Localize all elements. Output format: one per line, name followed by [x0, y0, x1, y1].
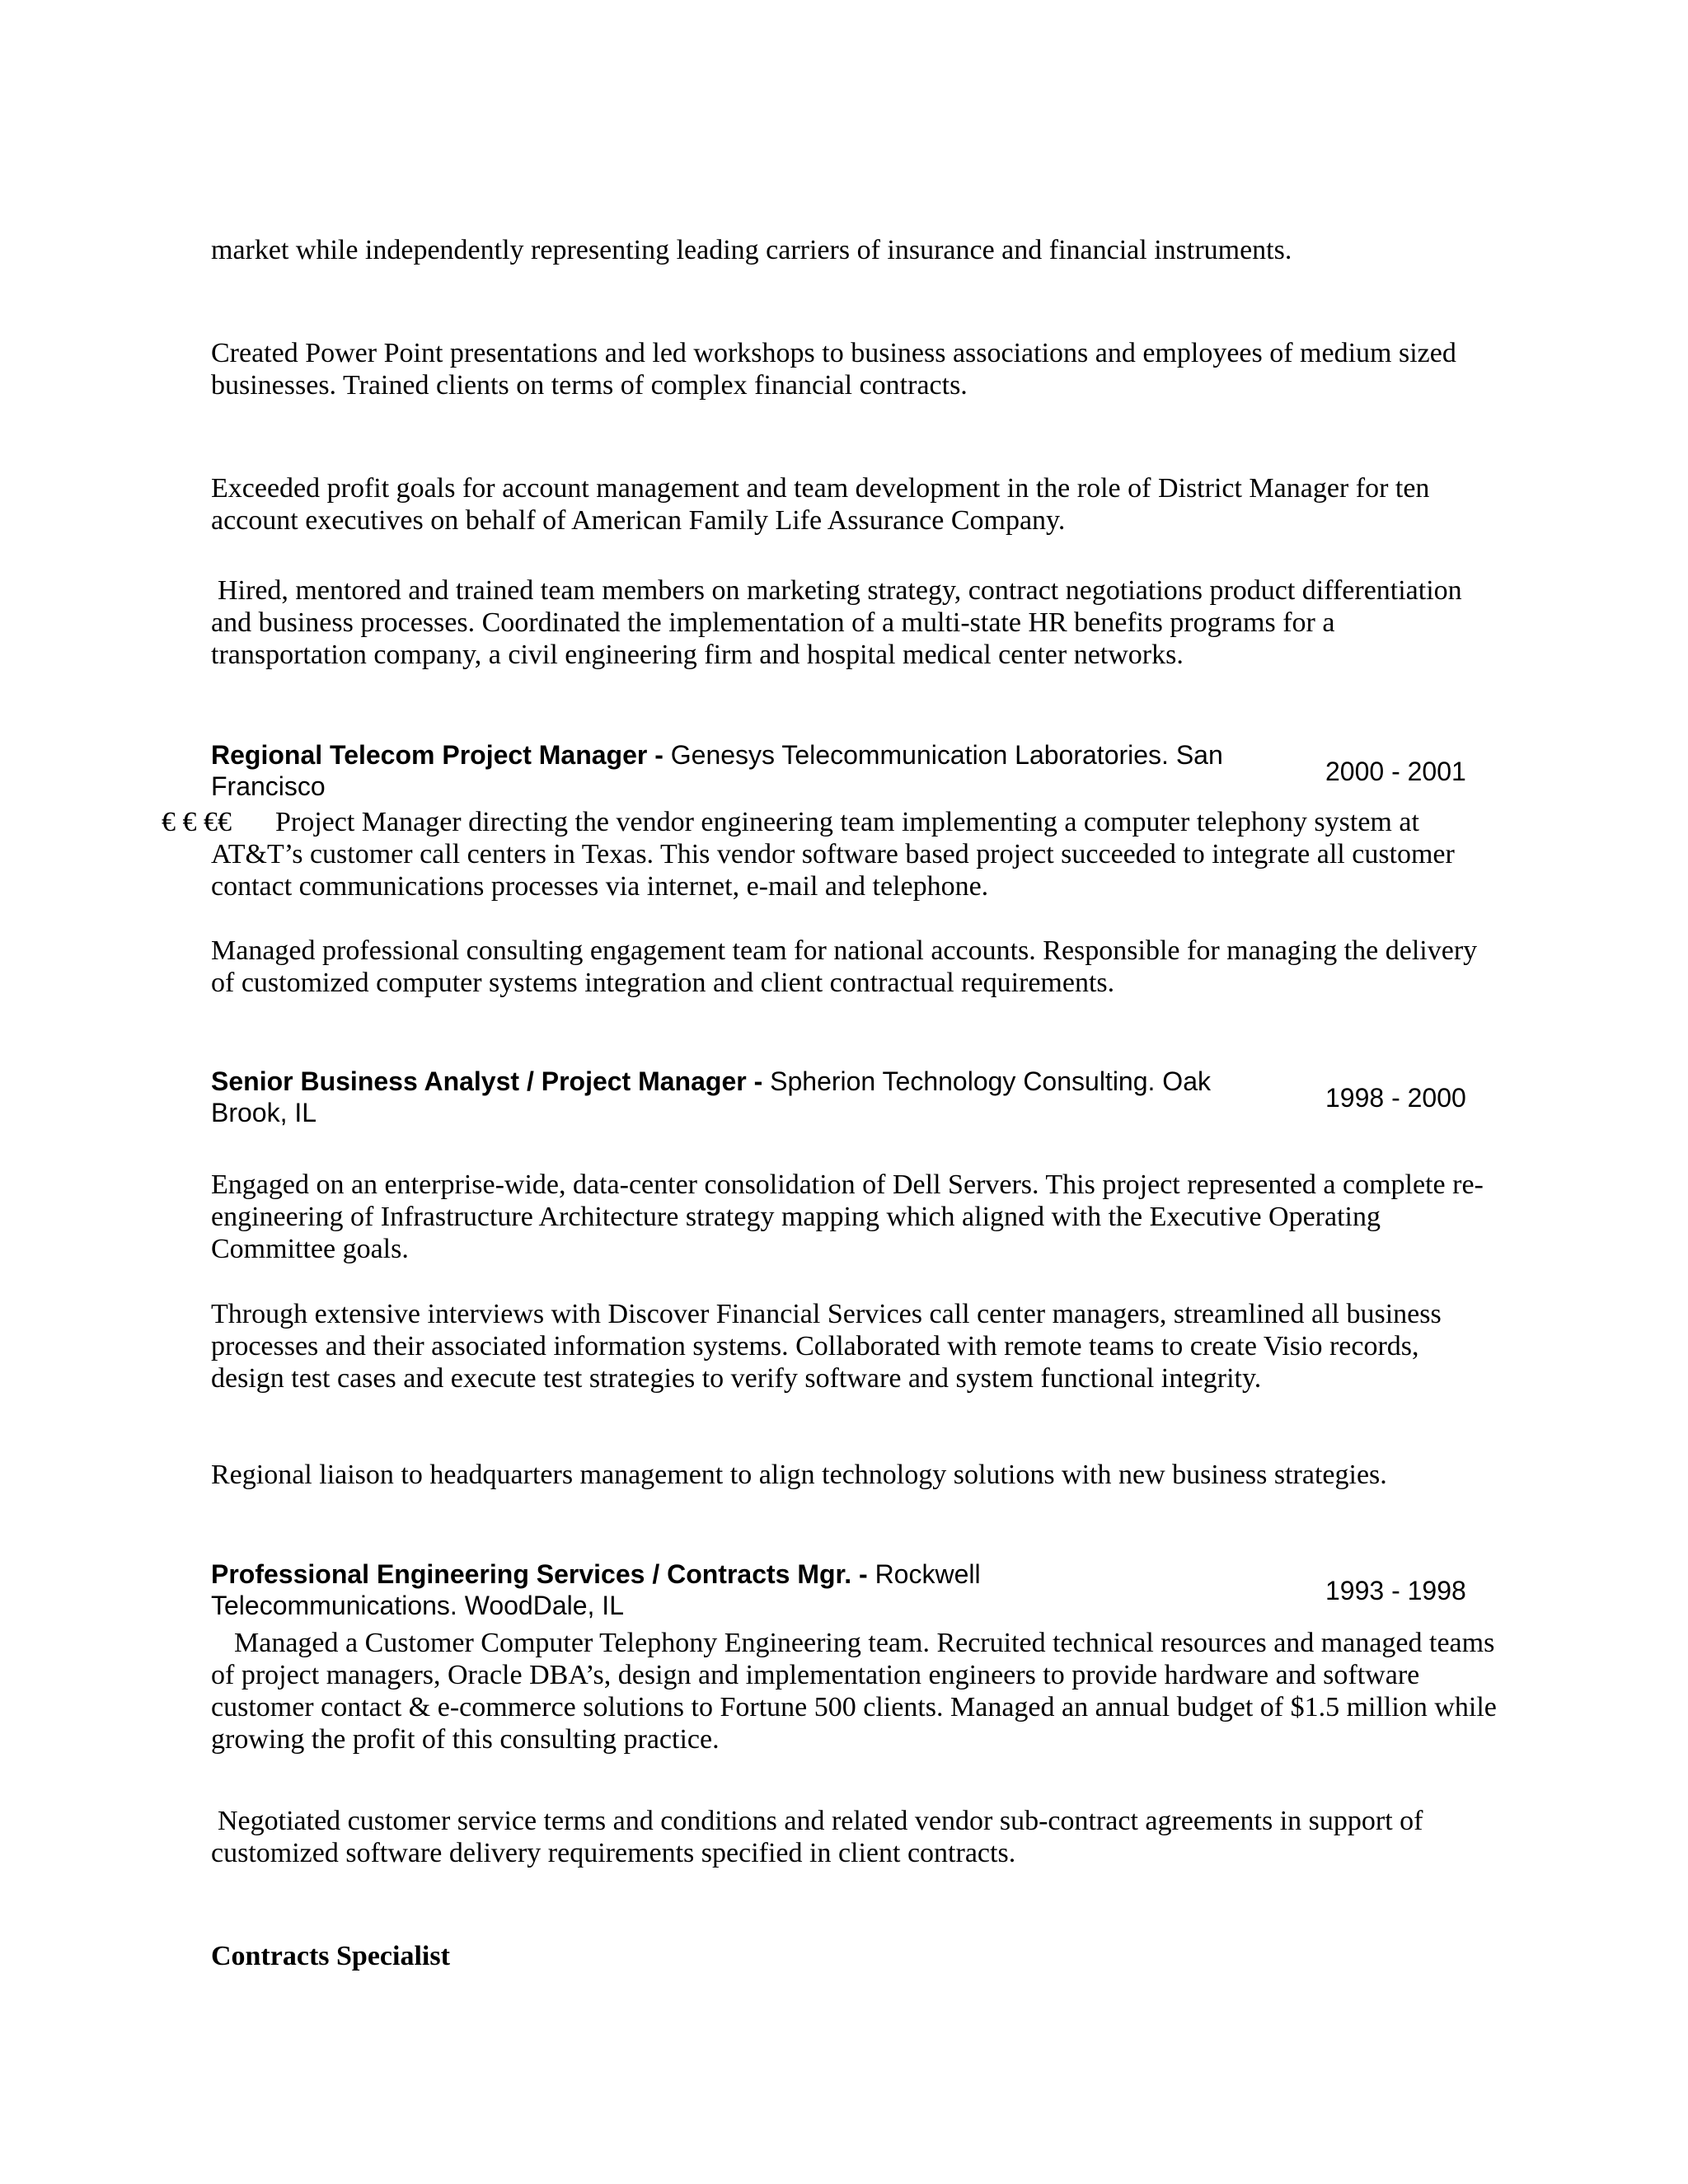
- job-title: Senior Business Analyst / Project Manager -: [211, 1066, 771, 1096]
- job-paragraph: Negotiated customer service terms and conditions and related vendor sub-contract agreements in support of customized software delivery requirements specified in client contracts.: [211, 1806, 1423, 1868]
- job-paragraph: Regional liaison to headquarters management to align technology solutions with new business strategies.: [211, 1460, 1387, 1490]
- intro-paragraph-1: market while independently representing leading carriers of insurance and financial instruments.: [211, 235, 1292, 265]
- job-paragraph: Through extensive interviews with Discover Financial Services call center managers, streamlined all business processes and their associated information systems. Collaborated with remote teams to create Visio records, design test cases and execute test strategies to verify software and system functional integrity.: [211, 1299, 1442, 1394]
- job-title: Regional Telecom Project Manager -: [211, 740, 671, 770]
- job-company: Genesys Telecommunication Laboratories. San Francisco: [211, 740, 1223, 801]
- job-company: Rockwell Telecommunications. WoodDale, IL: [211, 1559, 981, 1620]
- job-title: Professional Engineering Services / Contracts Mgr. -: [211, 1559, 875, 1589]
- bullet-glyphs: € € €€: [162, 807, 232, 837]
- job-paragraph: Engaged on an enterprise-wide, data-center consolidation of Dell Servers. This project represented a complete re-engineering of Infrastructure Architecture strategy mapping which aligned with the Executive Operating Committee goals.: [211, 1169, 1484, 1264]
- intro-paragraph-4: Hired, mentored and trained team members on marketing strategy, contract negotiations product differentiation and business processes. Coordinated the implementation of a multi-state HR benefits programs for a transportation company, a civil engineering firm and hospital medical center networks.: [211, 575, 1462, 670]
- job-heading-rockwell: [211, 1558, 1068, 1621]
- intro-paragraph-2: Created Power Point presentations and led workshops to business associations and employees of medium sized businesses. Trained clients on terms of complex financial contracts.: [211, 338, 1456, 401]
- section-heading-contracts-specialist: Contracts Specialist: [211, 1941, 450, 1971]
- job-heading-spherion: [211, 1066, 1274, 1128]
- job-paragraph: Project Manager directing the vendor engineering team implementing a computer telephony system at AT&T’s customer call centers in Texas. This vendor software based project succeeded to integrate all customer contact communications processes via internet, e-mail and telephone.: [211, 807, 1455, 902]
- intro-paragraph-3: Exceeded profit goals for account management and team development in the role of District Manager for ten account executives on behalf of American Family Life Assurance Company.: [211, 473, 1430, 536]
- job-years: 1993 - 1998: [1325, 1576, 1466, 1605]
- job-paragraph: Managed a Customer Computer Telephony Engineering team. Recruited technical resources and managed teams of project managers, Oracle DBA’s, design and implementation engineers to provide hardware and software customer contact & e-commerce solutions to Fortune 500 clients. Managed an annual budget of $1.5 million while growing the profit of this consulting practice.: [211, 1628, 1497, 1755]
- job-company: Spherion Technology Consulting. Oak Brook, IL: [211, 1066, 1211, 1127]
- job-years: 2000 - 2001: [1325, 757, 1466, 786]
- job-heading-genesys: [211, 739, 1274, 802]
- job-paragraph: Managed professional consulting engagement team for national accounts. Responsible for managing the delivery of customized computer systems integration and client contractual requirements.: [211, 935, 1478, 998]
- job-years: 1998 - 2000: [1325, 1083, 1466, 1113]
